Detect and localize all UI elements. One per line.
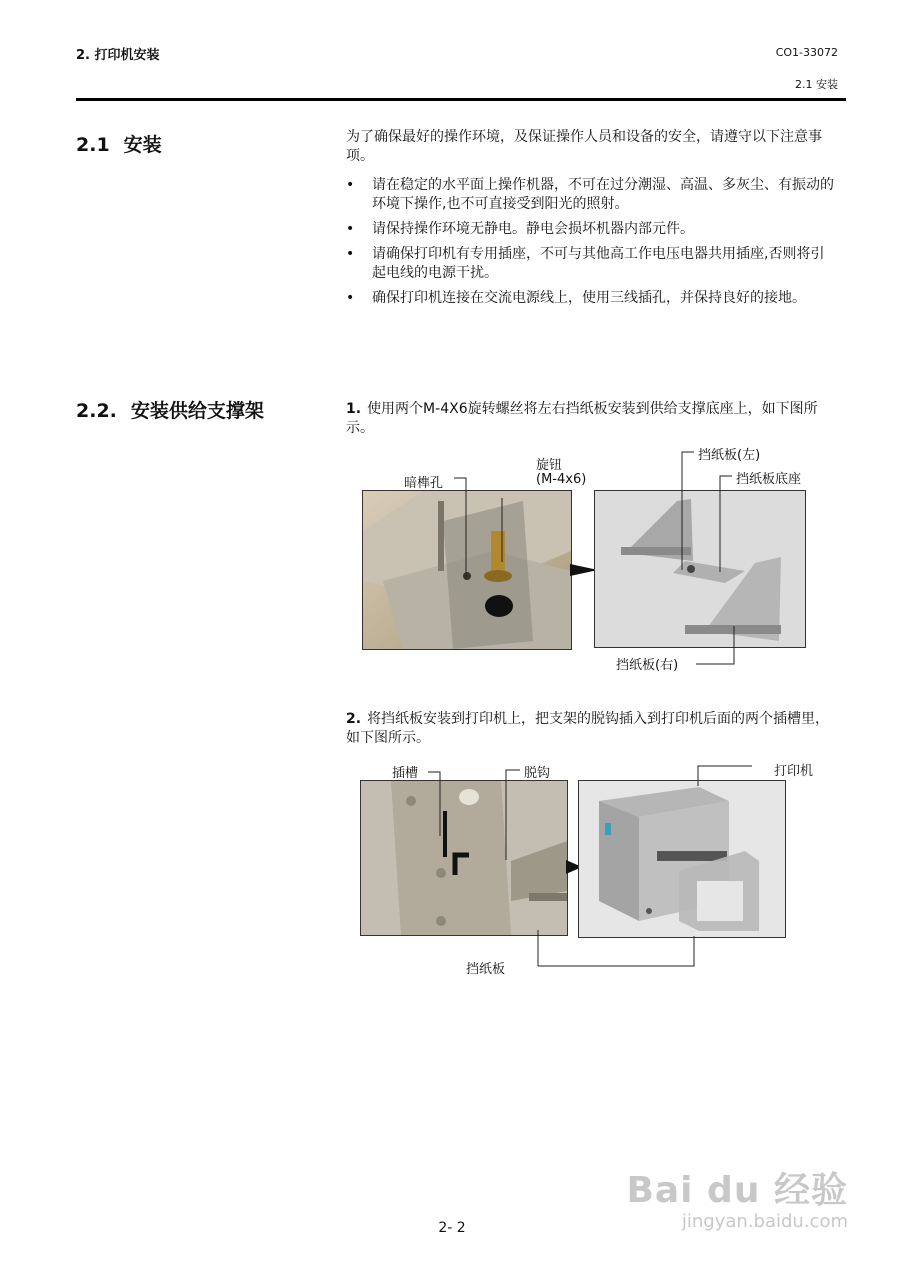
watermark-logo: Bai du 经验 [626,1170,848,1211]
label-paper-plate: 挡纸板 [466,962,506,977]
section-2-2-title: 安装供给支撑架 [130,400,264,422]
watermark [626,1162,848,1232]
page-number: 2- 2 [438,1220,466,1236]
precaution-list [346,176,836,314]
step-1-number: 1. [346,401,362,417]
label-hook: 脱钩 [524,766,551,781]
section-2-1-intro: 为了确保最好的操作环境，及保证操作人员和设备的安全，请遵守以下注意事项。 [346,129,822,164]
section-2-2-heading [76,396,264,423]
label-knob-spec: (M-4x6) [536,472,587,487]
precaution-item: • 确保打印机连接在交流电源线上，使用三线插孔，并保持良好的接地。 [346,289,836,308]
section-2-1-number: 2.1 [76,134,110,156]
label-left-plate: 挡纸板(左) [698,448,761,463]
header-rule [76,98,846,101]
label-right-plate: 挡纸板(右) [616,658,679,673]
section-2-1-title: 安装 [123,134,162,156]
label-plate-base: 挡纸板底座 [736,472,802,487]
label-dowel-hole: 暗榫孔 [404,476,444,491]
step-1-text: 使用两个M-4X6旋转螺丝将左右挡纸板安装到供给支撑底座上，如下图所示。 [346,401,818,436]
section-2-2-number: 2.2. [76,400,117,422]
step-1 [346,400,838,438]
label-slot: 插槽 [392,766,419,781]
label-printer: 打印机 [774,764,814,779]
header-section-ref: 2.1 安装 [795,78,838,91]
step-2-number: 2. [346,711,362,727]
precaution-item: • 请在稳定的水平面上操作机器，不可在过分潮湿、高温、多灰尘、有振动的环境下操作,也不可直接受到阳光的照射。 [346,176,836,214]
header-chapter: 2. 打印机安装 [76,48,160,63]
label-knob: 旋钮 [536,458,563,473]
precaution-item: • 请确保打印机有专用插座，不可与其他高工作电压电器共用插座,否则将引起电线的电源干扰。 [346,245,836,283]
figure2-leaders [360,740,830,980]
section-2-1-heading [76,130,162,157]
precaution-item: • 请保持操作环境无静电。静电会损坏机器内部元件。 [346,220,836,239]
header-doc-code: CO1-33072 [775,46,838,59]
watermark-url: jingyan.baidu.com [681,1211,848,1232]
step-2-text: 将挡纸板安装到打印机上，把支架的脱钩插入到打印机后面的两个插槽里，如下图所示。 [346,711,830,746]
figure1-leaders [360,440,830,680]
